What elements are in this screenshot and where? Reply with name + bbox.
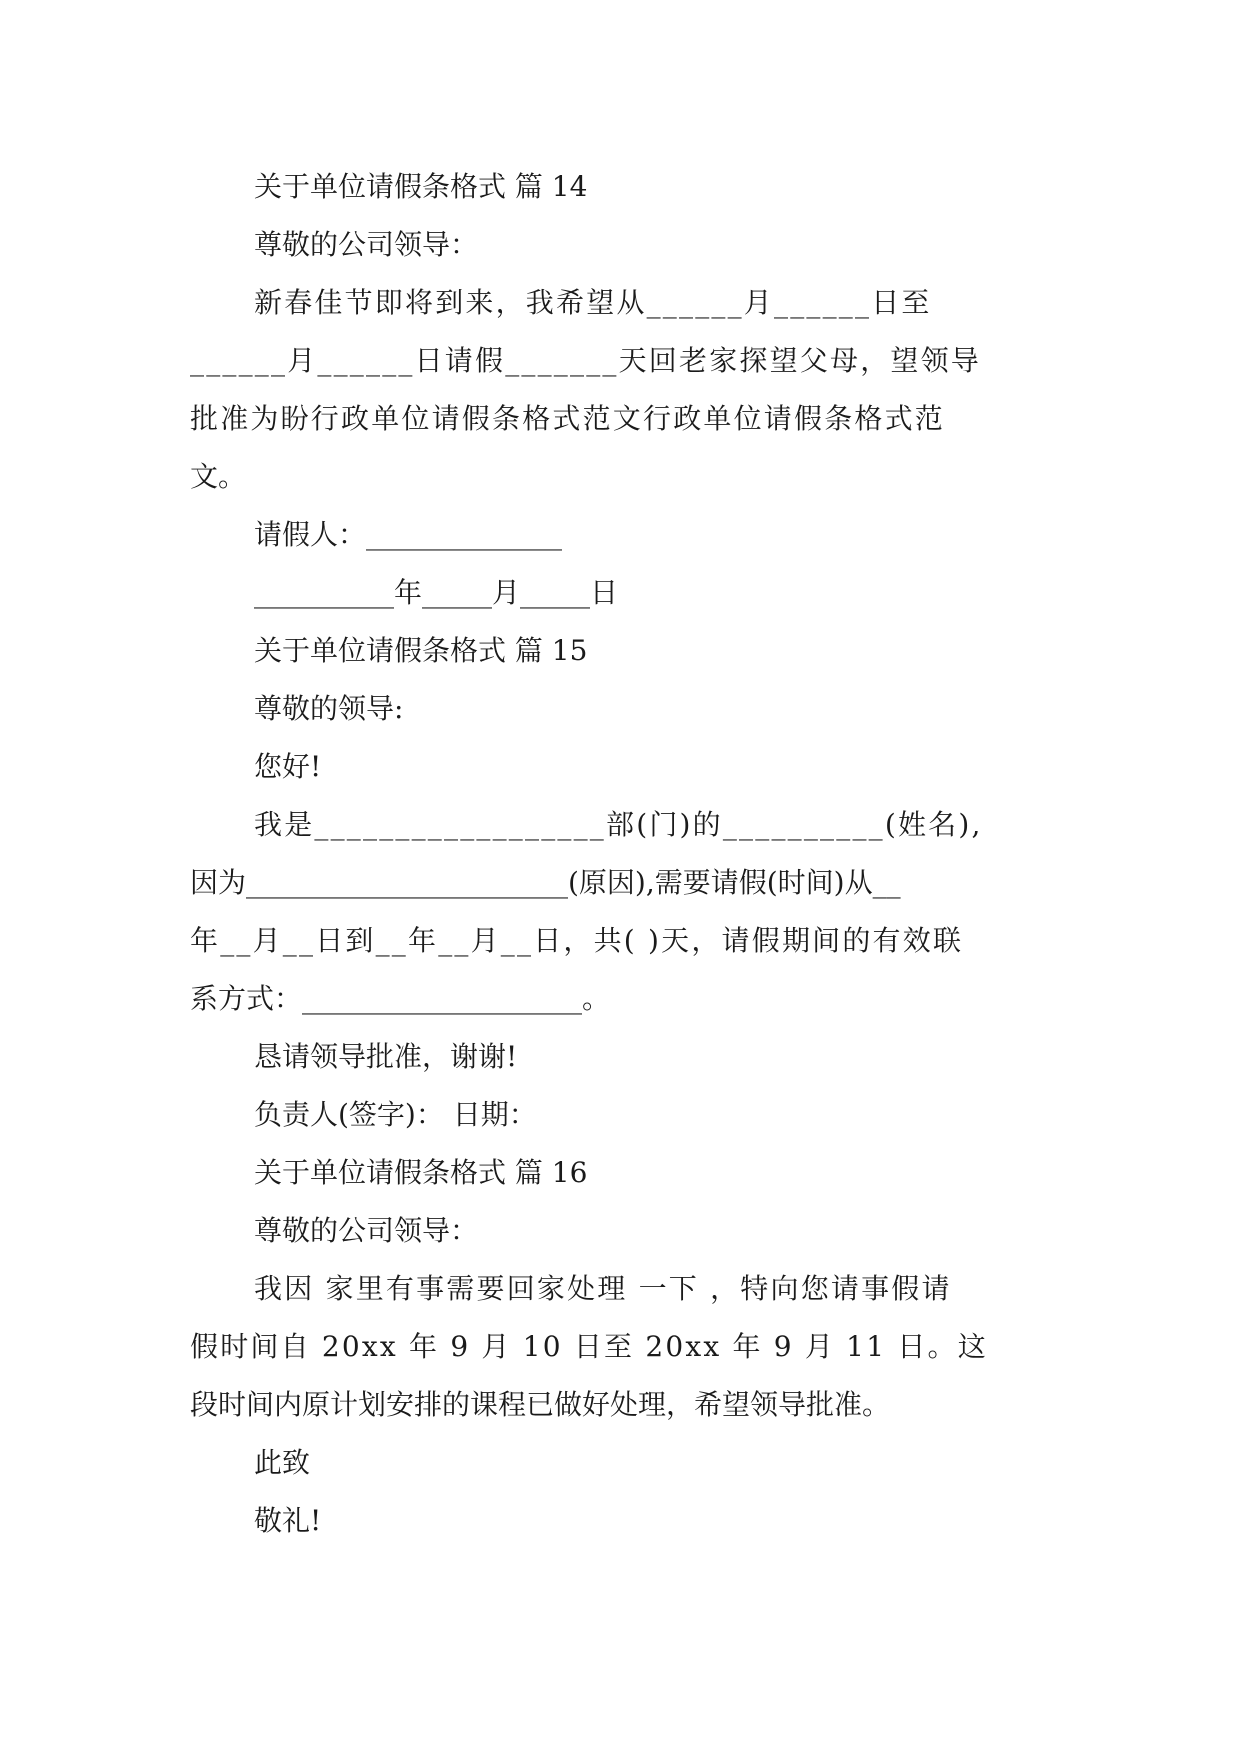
- section-heading-15: 关于单位请假条格式 篇 15: [254, 634, 588, 667]
- body-line: ______月______日请假_______天回老家探望父母，望领导: [190, 344, 982, 377]
- request-line: 恳请领导批准，谢谢!: [254, 1040, 518, 1073]
- signature-line: 负责人(签字)： 日期：: [254, 1098, 537, 1131]
- body-line: 段时间内原计划安排的课程已做好处理，希望领导批准。: [190, 1388, 891, 1421]
- salutation-line: 您好!: [254, 750, 322, 783]
- greeting-line: 尊敬的领导:: [254, 692, 404, 725]
- body-line: 批准为盼行政单位请假条格式范文行政单位请假条格式范: [190, 402, 946, 435]
- section-heading-16: 关于单位请假条格式 篇 16: [254, 1156, 588, 1189]
- closing-line: 敬礼!: [254, 1504, 322, 1537]
- body-line: 新春佳节即将到来，我希望从______月______日至: [254, 286, 932, 319]
- body-line: 系方式：____________________。: [190, 982, 611, 1015]
- greeting-line: 尊敬的公司领导：: [254, 228, 479, 261]
- body-line: 假时间自 20xx 年 9 月 10 日至 20xx 年 9 月 11 日。这: [190, 1330, 988, 1363]
- applicant-line: 请假人：______________: [254, 518, 563, 551]
- body-line: 年__月__日到__年__月__日，共( )天，请假期间的有效联: [190, 924, 964, 957]
- body-line: 我因 家里有事需要回家处理 一下 ，特向您请事假请: [254, 1272, 952, 1305]
- closing-line: 此致: [254, 1446, 311, 1479]
- body-line: 我是__________________部(门)的__________(姓名),: [254, 808, 983, 841]
- section-heading-14: 关于单位请假条格式 篇 14: [254, 170, 588, 203]
- greeting-line: 尊敬的公司领导：: [254, 1214, 479, 1247]
- document-body: [190, 158, 1060, 1550]
- body-line: 文。: [190, 460, 247, 493]
- body-line: 因为_______________________(原因),需要请假(时间)从__: [190, 866, 901, 899]
- date-line: __________年_____月_____日: [254, 576, 619, 609]
